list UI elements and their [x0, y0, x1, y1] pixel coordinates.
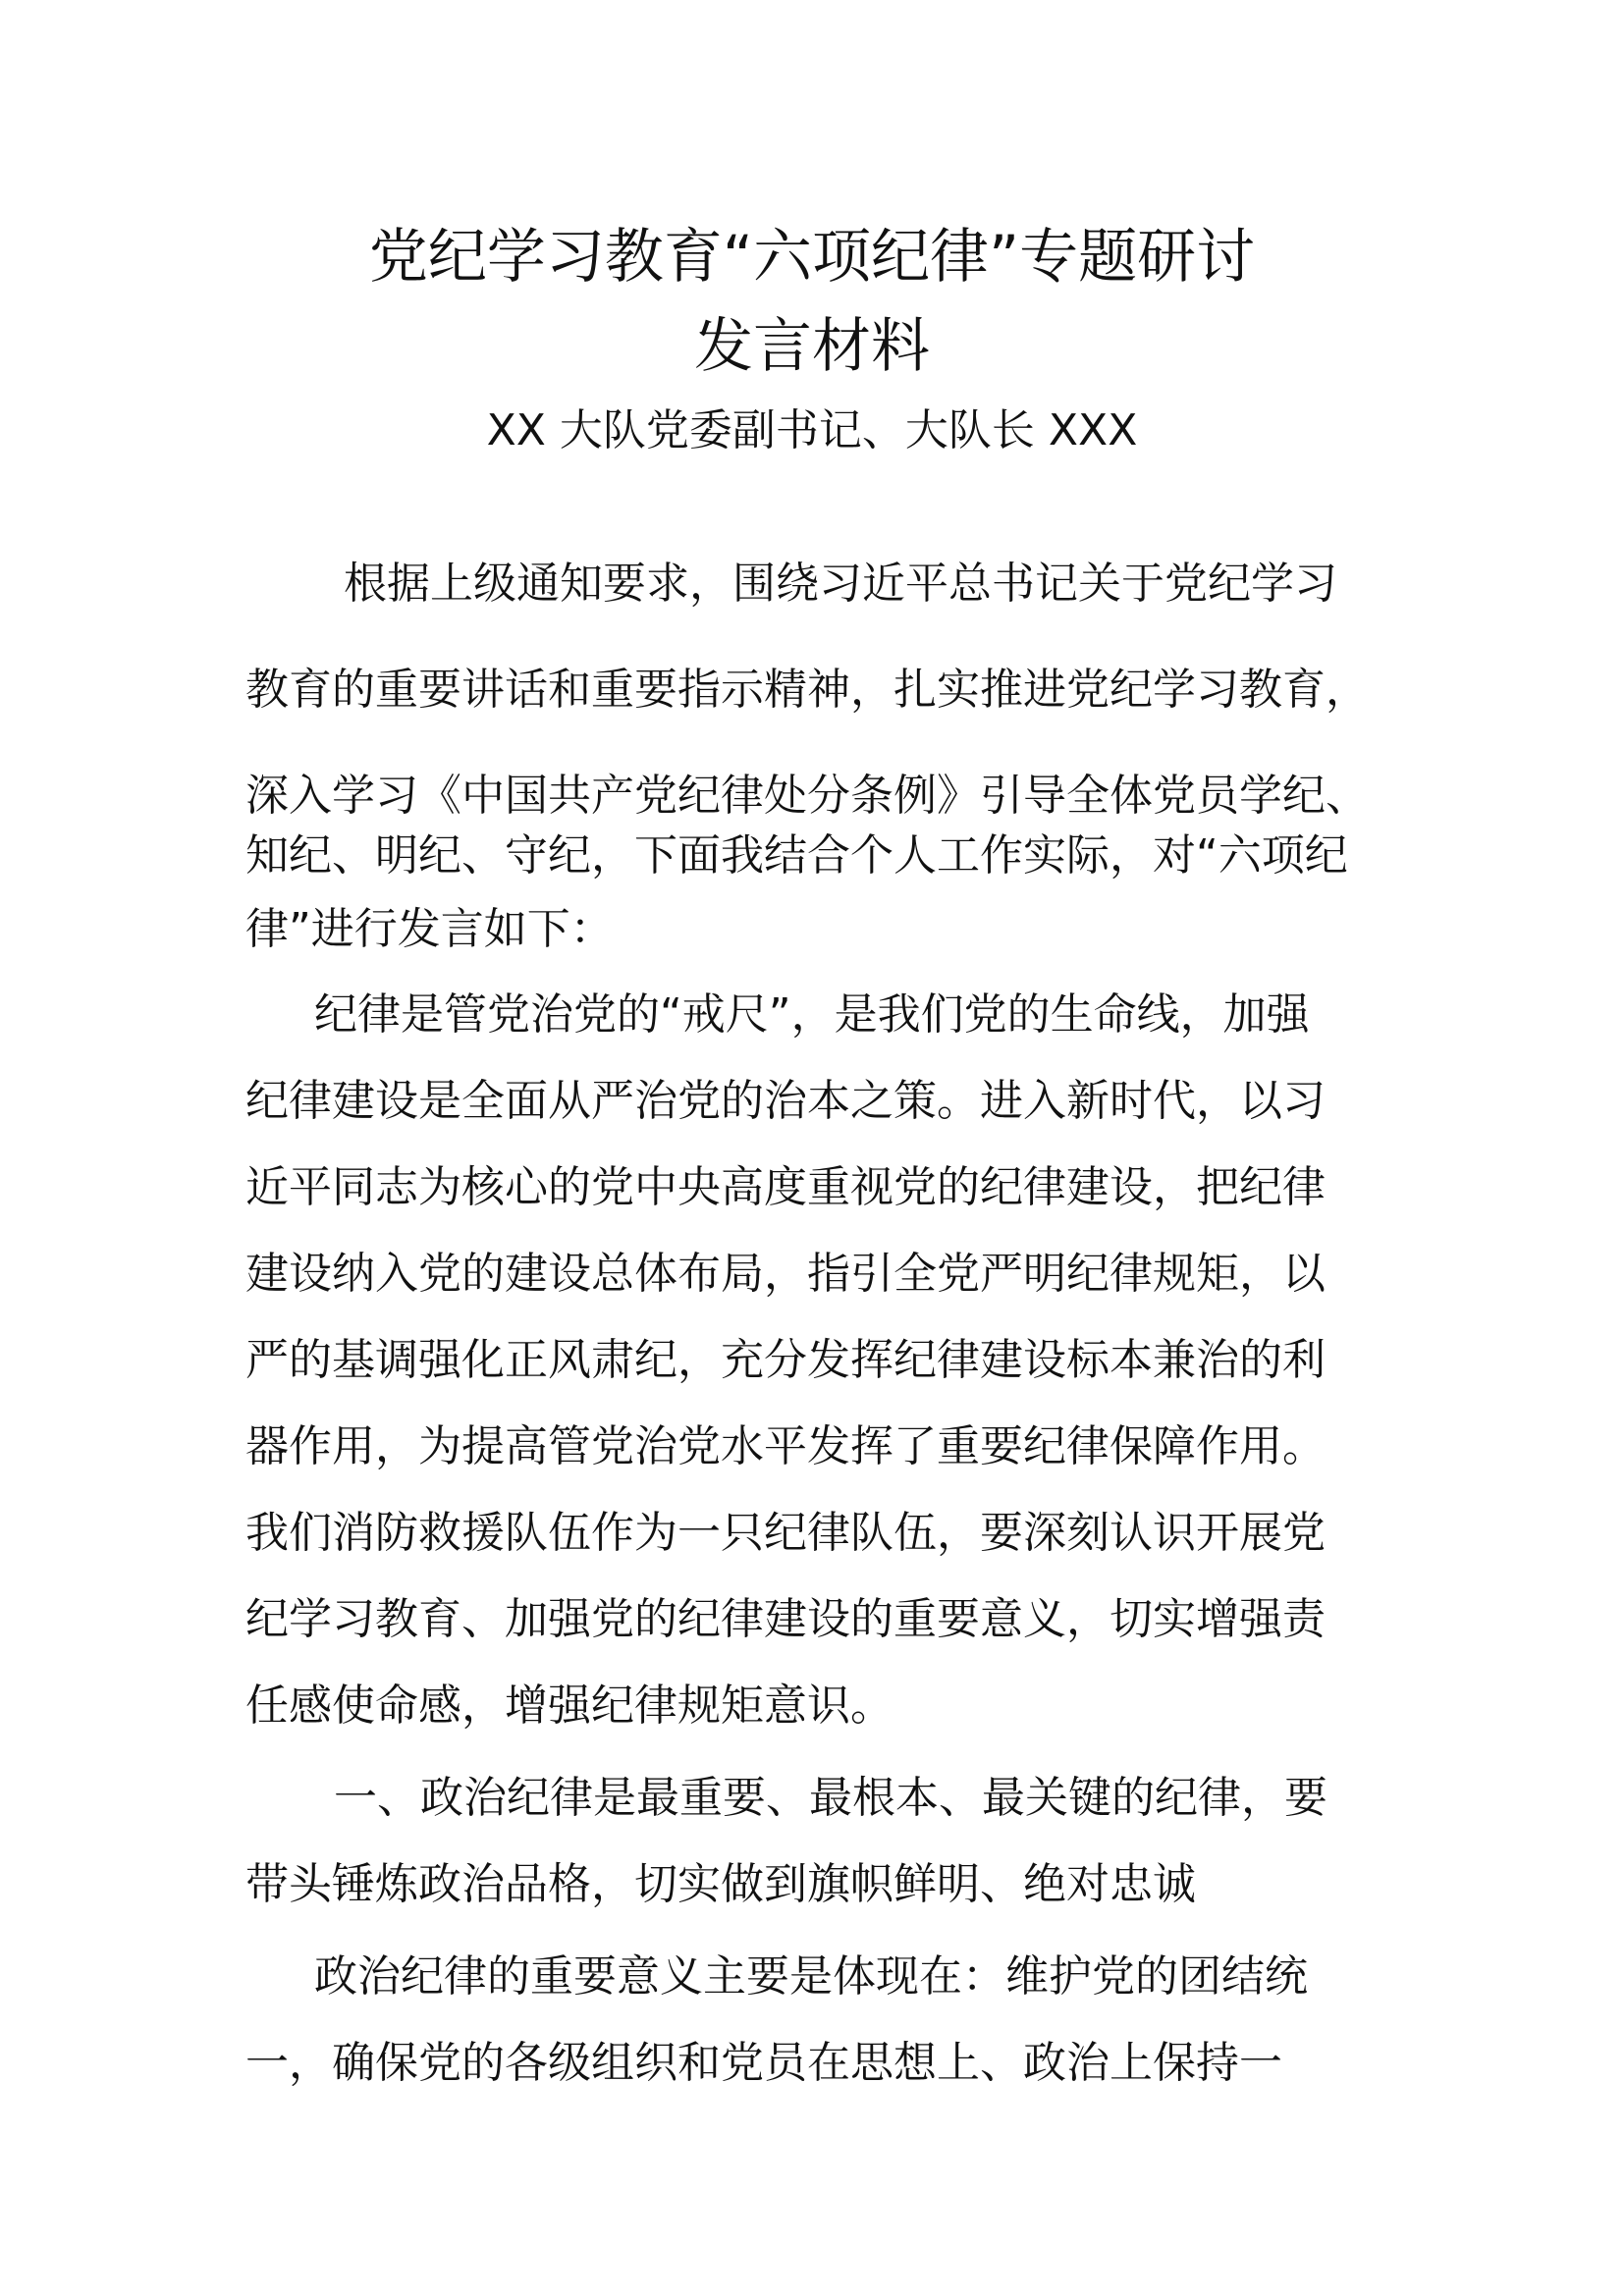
section-heading-line: 一、政治纪律是最重要、最根本、最关键的纪律，要: [334, 1773, 1327, 1823]
body-line: 近平同志为核心的党中央高度重视党的纪律建设，把纪律: [245, 1162, 1326, 1212]
body-line: 我们消防救援队伍作为一只纪律队伍，要深刻认识开展党: [245, 1508, 1326, 1558]
body-line: 纪律是管党治党的“戒尺”，是我们党的生命线，加强: [314, 989, 1310, 1040]
body-line: 律”进行发言如下：: [245, 904, 614, 954]
body-line: 建设纳入党的建设总体布局，指引全党严明纪律规矩，以: [245, 1249, 1326, 1299]
author-line: XX 大队党委副书记、大队长 XXX: [486, 405, 1138, 455]
section-heading-line: 带头锤炼政治品格，切实做到旗帜鲜明、绝对忠诚: [245, 1859, 1196, 1909]
body-line: 政治纪律的重要意义主要是体现在：维护党的团结统: [314, 1951, 1308, 2002]
body-line: 严的基调强化正风肃纪，充分发挥纪律建设标本兼治的利: [245, 1335, 1326, 1385]
body-line: 知纪、明纪、守纪，下面我结合个人工作实际，对“六项纪: [245, 830, 1348, 881]
body-line: 任感使命感，增强纪律规矩意识。: [245, 1681, 893, 1731]
body-line: 深入学习《中国共产党纪律处分条例》引导全体党员学纪、: [245, 771, 1369, 821]
document-title-line-2: 发言材料: [694, 312, 930, 381]
body-line: 纪律建设是全面从严治党的治本之策。进入新时代，以习: [245, 1076, 1326, 1126]
document-title-line-1: 党纪学习教育“六项纪律”专题研讨: [368, 223, 1256, 292]
body-line: 器作用，为提高管党治党水平发挥了重要纪律保障作用。: [245, 1421, 1326, 1471]
body-line: 纪学习教育、加强党的纪律建设的重要意义，切实增强责: [245, 1594, 1326, 1644]
body-line: 根据上级通知要求，围绕习近平总书记关于党纪学习: [344, 559, 1337, 609]
body-line: 教育的重要讲话和重要指示精神，扎实推进党纪学习教育，: [245, 665, 1369, 715]
body-line: 一，确保党的各级组织和党员在思想上、政治上保持一: [245, 2038, 1282, 2088]
